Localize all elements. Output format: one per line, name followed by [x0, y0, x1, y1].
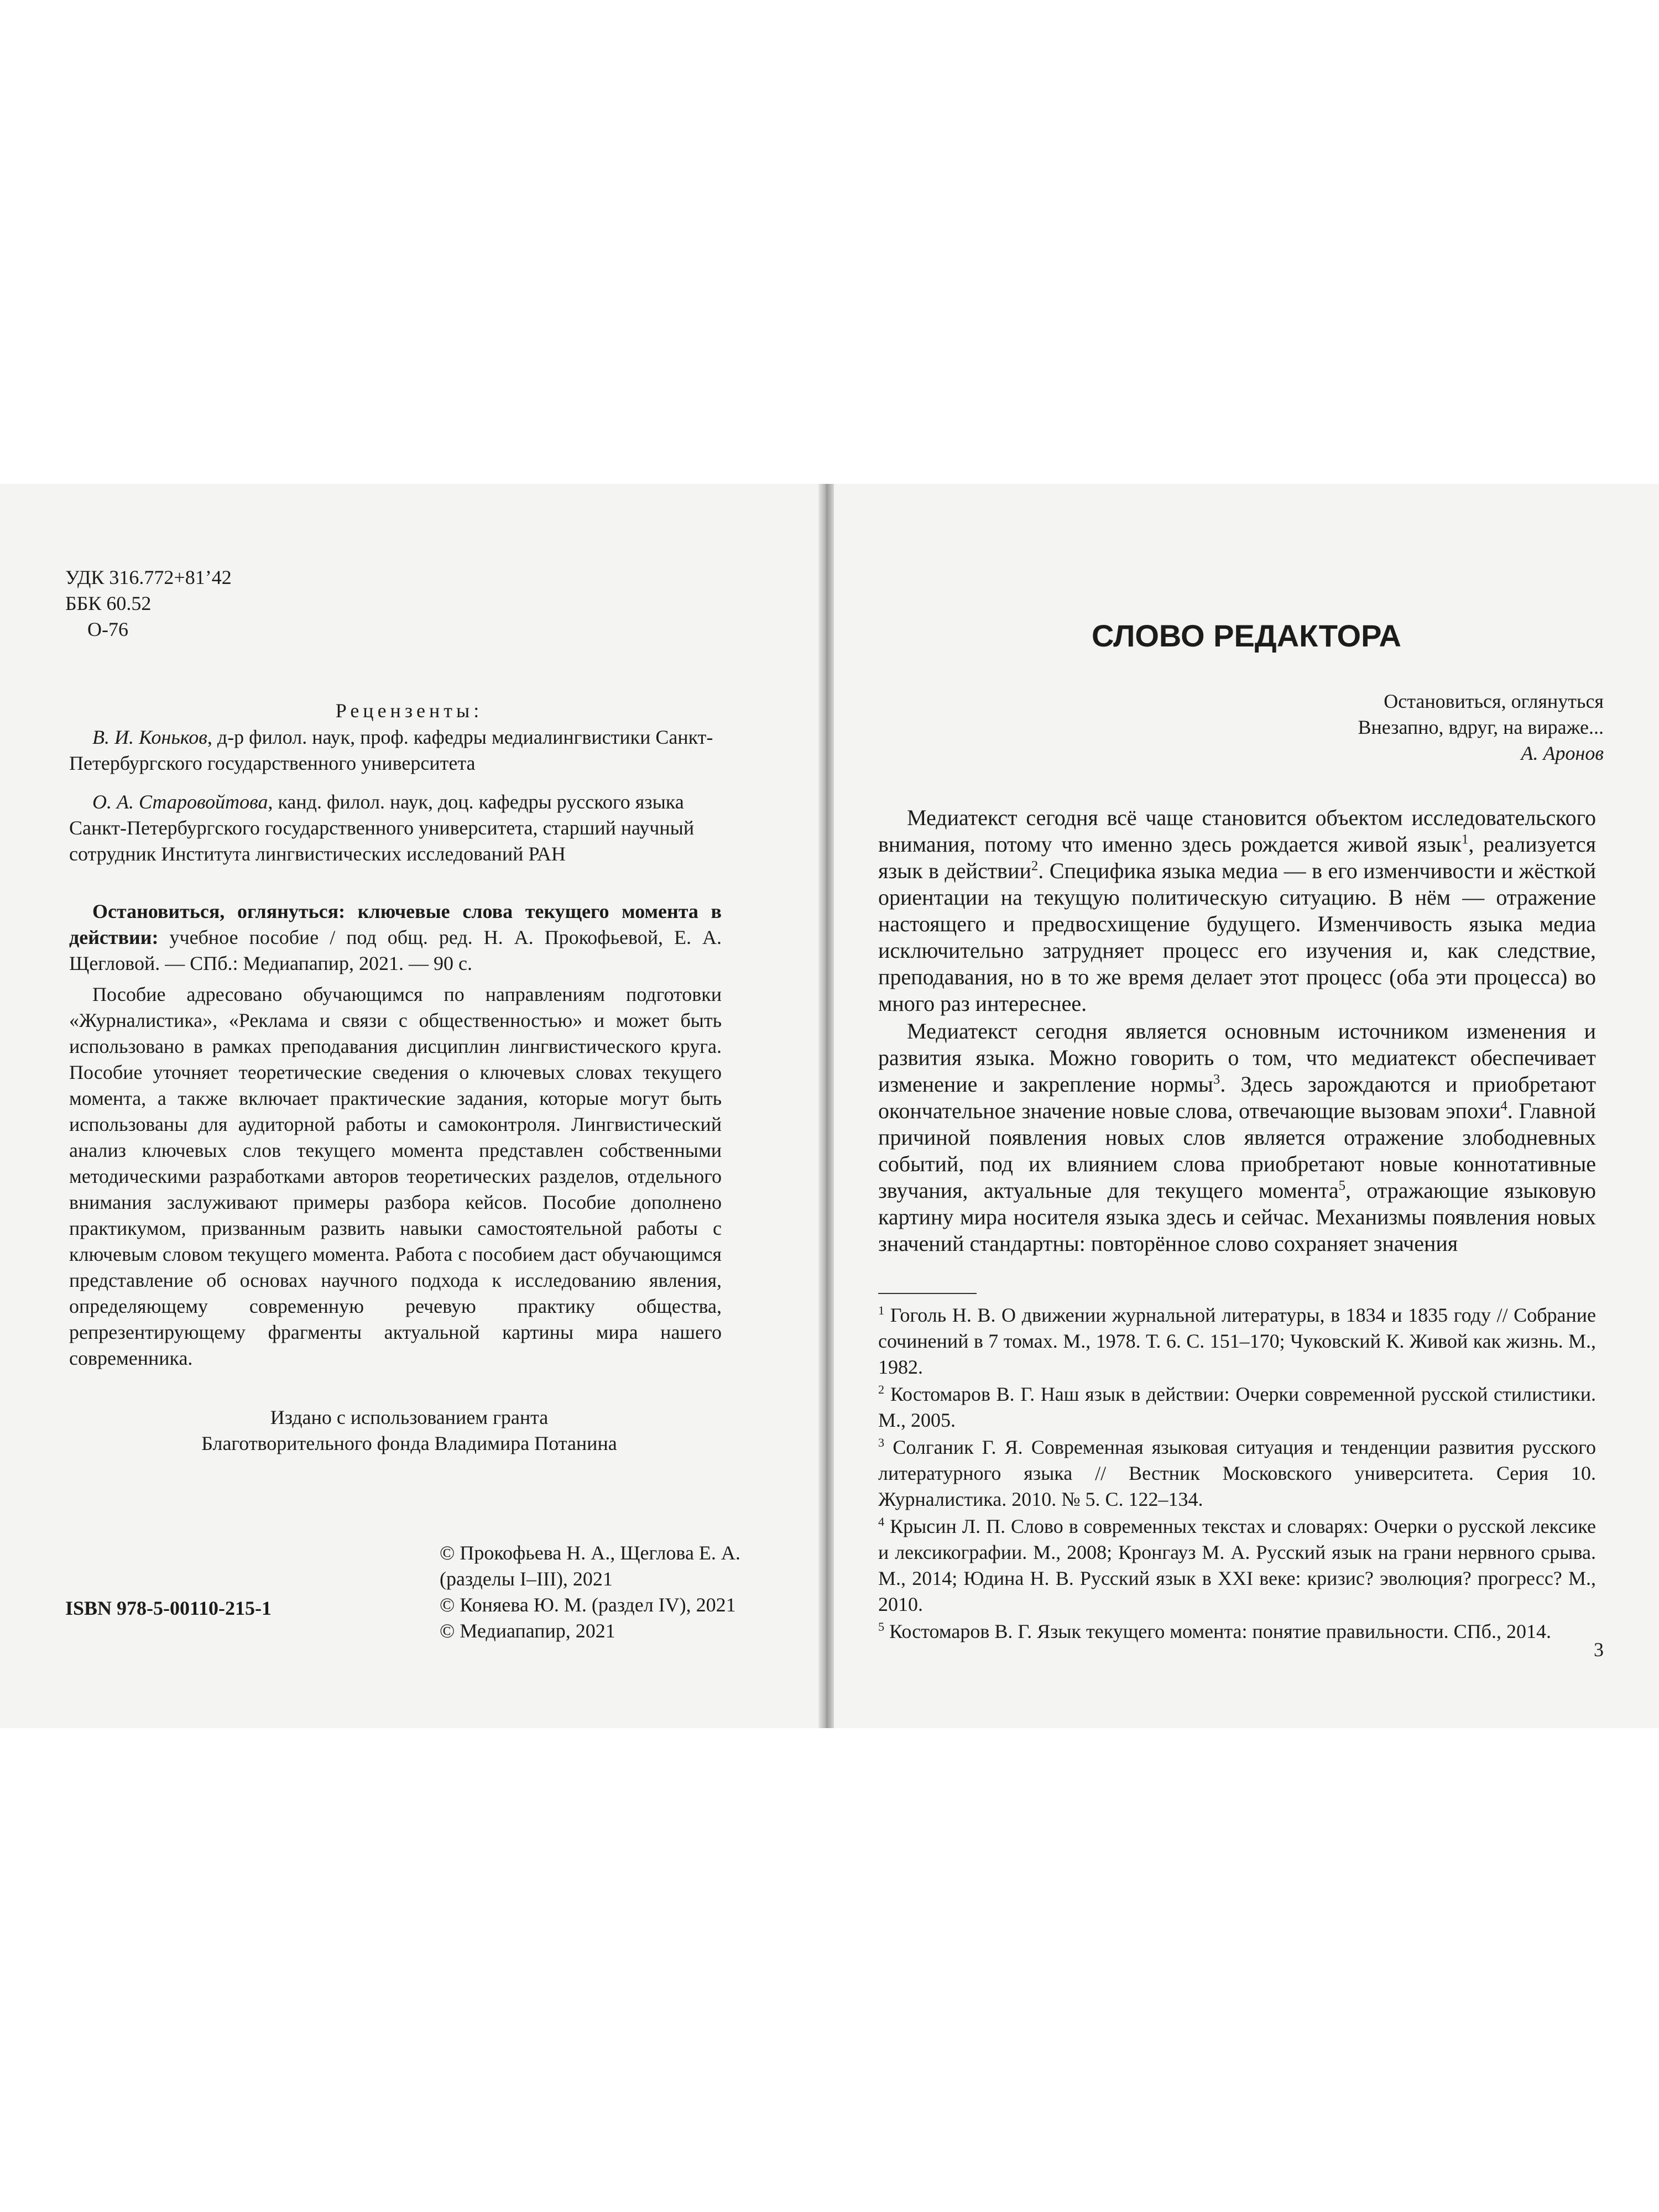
epigraph-line-1: Остановиться, оглянуться [1384, 690, 1604, 712]
reviewer-2 [69, 789, 722, 867]
footnote-1: $^1$ Гоголь Н. В. О движении журнальной литературы, в 1834 и 1835 году // Собрание сочинений в 7 томах. М., 1978. Т. 6. С. 151–170; Чуковский К. Живой как жизнь. М., 1982. [878, 1303, 1596, 1378]
reviewer-1-name: В. И. Коньков [92, 726, 207, 748]
classification-codes [65, 565, 286, 643]
udk-code: УДК 316.772+81’42 [65, 566, 232, 588]
paragraph-1: Медиатекст сегодня всё чаще становится объектом исследовательского внимания, потому что именно здесь рождается живой язык$^1$, реализуется язык в действии$^2$. Специфика языка медиа — в его изменчивости и жёсткой ориентации на текущую политическую ситуацию. В нём — отражение настоящего и предвосхищение будущего. Изменчивость языка медиа исключительно затрудняет процесс его изучения и, как следствие, преподавания, но в то же время делает этот процесс (оба эти процесса) во много раз интереснее. [878, 805, 1597, 1016]
reviewer-1 [69, 724, 722, 776]
book-gutter [818, 484, 834, 1728]
footnote-4: $^4$ Крысин Л. П. Слово в современных текстах и словарях: Очерки о русской лексике и лексикографии. М., 2008; Кронгауз М. А. Русский язык на грани нервного срыва. М., 2014; Юдина Н. В. Русский язык в XXI веке: кризис? эволюция? прогресс? М., 2010. [878, 1515, 1596, 1615]
reviewer-1-info: , д-р филол. наук, проф. кафедры медиалингвистики Санкт-Петербургского государственного университета [69, 726, 713, 774]
footnote-ref-5: 5 [1338, 1178, 1346, 1193]
footnote-2: $^2$ Костомаров В. Г. Наш язык в действии: Очерки современной русской стилистики. М., 2005. [878, 1383, 1596, 1431]
grant-line-2: Благотворительного фонда Владимира Потанина [201, 1432, 617, 1454]
footnote-ref-2: 2 [1031, 858, 1039, 874]
reviewer-2-info: , канд. филол. наук, доц. кафедры русского языка Санкт-Петербургского государственного университета, старший научный сотрудник Института лингвистических исследований РАН [69, 791, 695, 865]
grant-notice [0, 1405, 818, 1457]
epigraph [1161, 688, 1604, 766]
page-number: 3 [1594, 1639, 1604, 1661]
bibliographic-details: учебное пособие / под общ. ред. Н. А. Прокофьевой, Е. А. Щегловой. — СПб.: Медиапапир, 2021. — 90 с. [69, 926, 722, 974]
copyright-line-3: © Медиапапир, 2021 [440, 1620, 615, 1642]
main-text [878, 805, 1596, 1257]
isbn: ISBN 978-5-00110-215-1 [65, 1597, 272, 1619]
bibliographic-record [69, 899, 722, 977]
left-page [0, 484, 818, 1728]
book-title: Остановиться, оглянуться: ключевые слова текущего момента в действии: [69, 900, 722, 948]
copyright-block [440, 1540, 794, 1644]
footnote-divider [878, 1293, 977, 1294]
grant-line-1: Издано с использованием гранта [270, 1406, 549, 1428]
footnotes [878, 1302, 1596, 1646]
footnote-5: $^5$ Костомаров В. Г. Язык текущего момента: понятие правильности. СПб., 2014. [878, 1620, 1551, 1642]
copyright-line-2: © Коняева Ю. М. (раздел IV), 2021 [440, 1594, 736, 1616]
epigraph-author: А. Аронов [1521, 742, 1604, 764]
reviewer-2-name: О. А. Старовойтова [92, 791, 268, 813]
annotation-text: Пособие адресовано обучающимся по направлениям подготовки «Журналистика», «Реклама и связи с общественностью» и может быть использовано в рамках преподавания дисциплин лингвистического круга. Пособие уточняет теоретические сведения о ключевых словах текущего момента, а также включает практические задания, которые могут быть использованы для аудиторной работы и самоконтроля. Лингвистический анализ ключевых слов текущего момента представлен собственными методическими разработками авторов теоретических разделов, отдельного внимания заслуживают примеры разбора кейсов. Пособие дополнено практикумом, призванным развить навыки самостоятельной работы с ключевым словом текущего момента. Работа с пособием даст обучающимся представление об основах научного подхода к исследованию явления, определяющему современную речевую практику общества, репрезентирующему фрагменты актуальной картины мира нашего современника. [69, 983, 722, 1369]
reviewers-heading: Рецензенты: [335, 700, 483, 722]
paragraph-2: Медиатекст сегодня является основным источником изменения и развития языка. Можно говорить о том, что медиатекст обеспечивает изменение и закрепление нормы$^3$. Здесь зарождаются и приобретают окончательное значение новые слова, отвечающие вызовам эпохи$^4$. Главной причиной появления новых слов является отражение злободневных событий, под их влиянием слова приобретают новые коннотативные звучания, актуальные для текущего момента$^5$, отражающие языковую картину мира носителя языка здесь и сейчас. Механизмы появления новых значений стандартны: повторённое слово сохраняет значения [878, 1019, 1597, 1256]
footnote-ref-1: 1 [1461, 832, 1469, 847]
book-spread [0, 484, 1659, 1728]
footnote-ref-3: 3 [1213, 1072, 1220, 1087]
right-page [834, 484, 1659, 1728]
page-title: СЛОВО РЕДАКТОРА [1092, 618, 1401, 653]
footnote-3: $^3$ Солганик Г. Я. Современная языковая ситуация и тенденции развития русского литературного языка // Вестник Московского университета. Серия 10. Журналистика. 2010. № 5. С. 122–134. [878, 1436, 1596, 1510]
footnote-ref-4: 4 [1500, 1098, 1507, 1114]
epigraph-line-2: Внезапно, вдруг, на вираже... [1358, 716, 1604, 738]
copyright-line-1: © Прокофьева Н. А., Щеглова Е. А. (разделы I–III), 2021 [440, 1542, 740, 1590]
bbk-code: ББК 60.52 [65, 592, 152, 614]
author-mark: О-76 [87, 618, 128, 640]
